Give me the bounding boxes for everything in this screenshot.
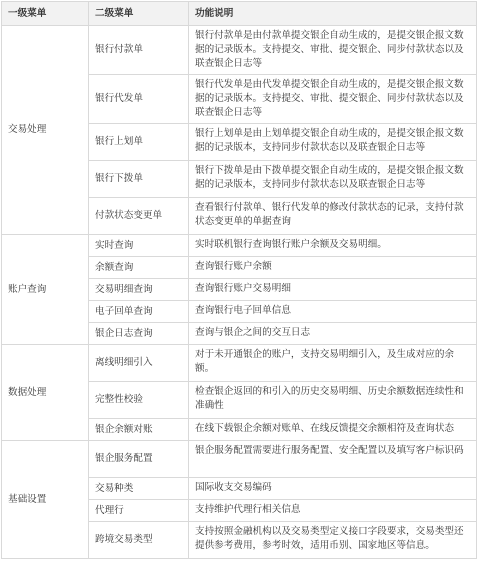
table-header-row [2,2,477,26]
description-cell: 实时联机银行查询银行账户余额及交易明细。 [189,235,477,257]
description-cell: 支持维护代理行相关信息 [189,500,477,522]
submenu-cell: 余额查询 [89,257,189,279]
header-level1-menu: 一级菜单 [2,2,89,26]
description-cell: 银行下拨单是由下拨单提交银企自动生成的，是提交银企报文数据的记录版本，支持同步付款状态以及联查银企日志等 [189,161,477,198]
description-cell: 查询与银企之间的交互日志 [189,323,477,345]
description-cell: 查询银行账户余额 [189,257,477,279]
description-cell: 银行代发单是由代发单提交银企自动生成的，是提交银企报文数据的记录版本。支持提交、审批、提交银企、同步付款状态以及联查银企日志等 [189,75,477,124]
header-level2-menu: 二级菜单 [89,2,189,26]
submenu-cell: 实时查询 [89,235,189,257]
description-cell: 国际收支交易编码 [189,478,477,500]
description-cell: 查看银行付款单、银行代发单的修改付款状态的记录，支持付款状态变更单的单据查询 [189,198,477,235]
header-description: 功能说明 [189,2,477,26]
submenu-cell: 跨境交易类型 [89,522,189,559]
submenu-cell: 银行上划单 [89,124,189,161]
table-row [2,441,477,478]
submenu-cell: 完整性校验 [89,382,189,419]
description-cell: 支持按照金融机构以及交易类型定义接口字段要求，交易类型还提供参考费用，参考时效，适用币别、国家地区等信息。 [189,522,477,559]
category-cell: 交易处理 [2,26,89,235]
menu-function-table [1,1,477,559]
submenu-cell: 银企日志查询 [89,323,189,345]
category-cell: 数据处理 [2,345,89,441]
description-cell: 检查银企返回的和引入的历史交易明细、历史余额数据连续性和准确性 [189,382,477,419]
submenu-cell: 付款状态变更单 [89,198,189,235]
table-row [2,235,477,257]
table-row [2,26,477,75]
submenu-cell: 银行代发单 [89,75,189,124]
description-cell: 查询银行电子回单信息 [189,301,477,323]
submenu-cell: 银行下拨单 [89,161,189,198]
submenu-cell: 银企服务配置 [89,441,189,478]
submenu-cell: 离线明细引入 [89,345,189,382]
submenu-cell: 交易明细查询 [89,279,189,301]
description-cell: 银行上划单是由上划单提交银企自动生成的，是提交银企报文数据的记录版本，支持同步付款状态以及联查银企日志等 [189,124,477,161]
description-cell: 银行付款单是由付款单提交银企自动生成的，是提交银企报文数据的记录版本。支持提交、审批、提交银企、同步付款状态以及联查银企日志等 [189,26,477,75]
submenu-cell: 交易种类 [89,478,189,500]
submenu-cell: 电子回单查询 [89,301,189,323]
description-cell: 银企服务配置需要进行服务配置、安全配置以及填写客户标识码 [189,441,477,478]
category-cell: 基础设置 [2,441,89,559]
description-cell: 查询银行账户交易明细 [189,279,477,301]
description-cell: 在线下载银企余额对账单、在线反馈提交余额相符及查询状态 [189,419,477,441]
submenu-cell: 代理行 [89,500,189,522]
description-cell: 对于未开通银企的账户，支持交易明细引入，及生成对应的余额。 [189,345,477,382]
submenu-cell: 银行付款单 [89,26,189,75]
table-row [2,345,477,382]
submenu-cell: 银企余额对账 [89,419,189,441]
category-cell: 账户查询 [2,235,89,345]
